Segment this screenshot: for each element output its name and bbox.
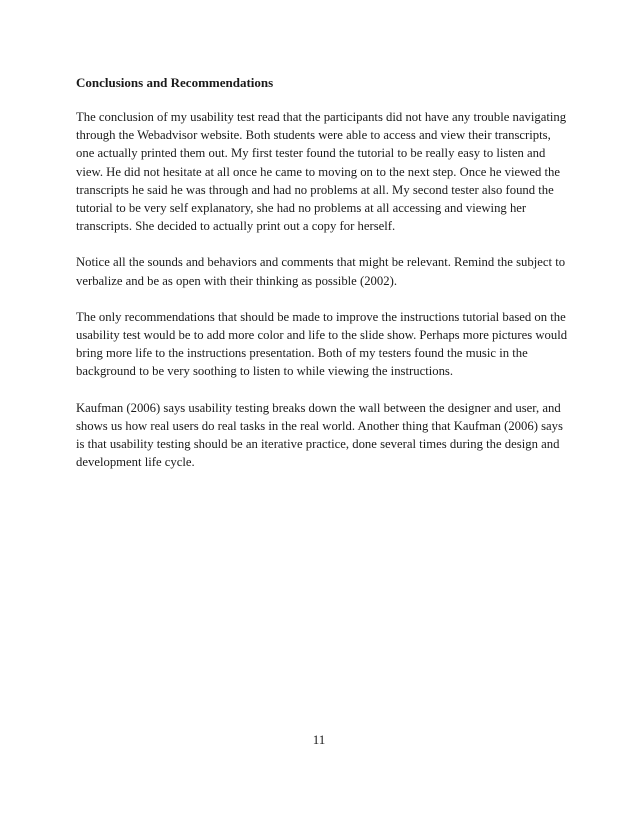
section-heading: Conclusions and Recommendations <box>76 75 274 90</box>
paragraph-notice: Notice all the sounds and behaviors and comments that might be relevant. Remind the subject to verbalize and be as open with their thinking as possible (2002). <box>76 255 566 288</box>
paragraph-kaufman: Kaufman (2006) says usability testing breaks down the wall between the designer and user, and shows us how real users do real tasks in the real world. Another thing that Kaufman (2006) says is that usability testing should be an iterative practice, done several times during the design and development life cycle. <box>76 400 563 470</box>
page-number: 11 <box>312 732 326 747</box>
paragraph-recommendations: The only recommendations that should be made to improve the instructions tutorial based on the usability test would be to add more color and life to the slide show. Perhaps more pictures would bring more life to the instructions presentation. Both of my testers found the music in the background to be very soothing to listen to while viewing the instructions. <box>76 309 568 379</box>
paragraph-conclusion: The conclusion of my usability test read that the participants did not have any trouble navigating through the Webadvisor website. Both students were able to access and view their transcripts, one actually printed them out. My first tester found the tutorial to be really easy to listen and view. He did not hesitate at all once he came to moving on to the next step. Once he viewed the transcripts he said he was through and had no problems at all. My second tester also found the tutorial to be very self explanatory, she had no problems at all accessing and viewing her transcripts. She decided to actually print out a copy for herself. <box>76 110 567 234</box>
page-content <box>76 74 570 489</box>
